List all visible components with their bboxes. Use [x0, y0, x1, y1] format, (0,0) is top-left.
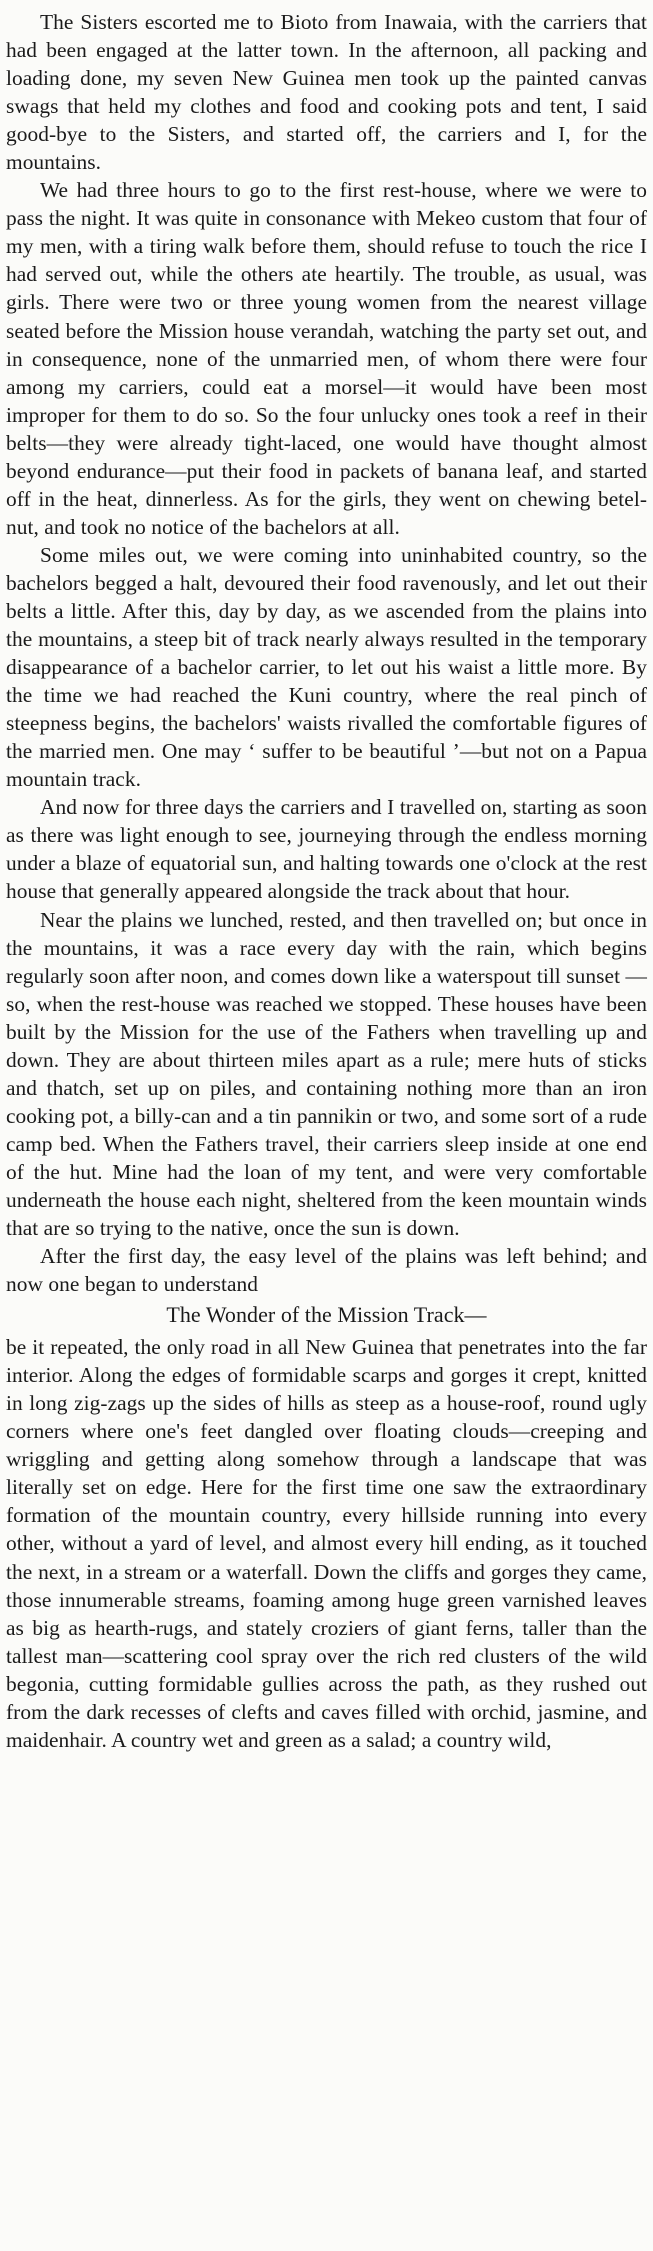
continuation-paragraph: be it repeated, the only road in all New Guinea that penetrates into the far interior. Along the edges of formidable scarps and gorges it crept, knitted in long zig-zags up the sides of hills as steep as a house-roof, round ugly corners where one's feet dangled over floating clouds—creeping and wriggling and getting along somehow through a landscape that was literally set on edge. Here for the first time one saw the extraordinary formation of the mountain country, every hillside running into every other, without a yard of level, and almost every hill ending, as it touched the next, in a stream or a waterfall. Down the cliffs and gorges they came, those innumerable streams, foaming among huge green varnished leaves as big as hearth-rugs, and stately croziers of giant ferns, taller than the tallest man—scattering cool spray over the rich red clusters of the wild begonia, cutting formidable gullies across the path, as they rushed out from the dark recesses of clefts and caves filled with orchid, jasmine, and maidenhair. A country wet and green as a salad; a country wild,: [6, 1335, 647, 1752]
section-heading: The Wonder of the Mission Track—: [166, 1302, 487, 1328]
paragraph-4: And now for three days the carriers and I travelled on, starting as soon as there was light enough to see, journeying through the endless morning under a blaze of equatorial sun, and halting towards one o'clock at the rest house that generally appeared alongside the track about that hour.: [6, 795, 647, 904]
paragraph-1: The Sisters escorted me to Bioto from Inawaia, with the carriers that had been engaged at the latter town. In the afternoon, all packing and loading done, my seven New Guinea men took up the painted canvas swags that held my clothes and food and cooking pots and tent, I said good-bye to the Sisters, and started off, the carriers and I, for the mountains.: [6, 10, 647, 175]
paragraph-6: After the first day, the easy level of the plains was left behind; and now one began to understand: [6, 1244, 647, 1297]
paragraph-3: Some miles out, we were coming into uninhabited country, so the bachelors begged a halt, devoured their food ravenously, and let out their belts a little. After this, day by day, as we ascended from the plains into the mountains, a steep bit of track nearly always resulted in the temporary disappearance of a bachelor carrier, to let out his waist a little more. By the time we had reached the Kuni country, where the real pinch of steepness begins, the bachelors' waists rivalled the comfortable figures of the married men. One may ‘ suffer to be beautiful ’—but not on a Papua mountain track.: [6, 542, 647, 792]
paragraph-2: We had three hours to go to the first rest-house, where we were to pass the night. It was quite in consonance with Mekeo custom that four of my men, with a tiring walk before them, should refuse to touch the rice I had served out, while the others ate heartily. The trouble, as usual, was girls. There were two or three young women from the nearest village seated before the Mission house verandah, watching the party set out, and in consequence, none of the unmarried men, of whom there were four among my carriers, could eat a morsel—it would have been most improper for them to do so. So the four unlucky ones took a reef in their belts—they were already tight-laced, one would have thought almost beyond endurance—put their food in packets of banana leaf, and started off in the heat, dinnerless. As for the girls, they went on chewing betel-nut, and took no notice of the bachelors at all.: [6, 178, 647, 539]
paragraph-5: Near the plains we lunched, rested, and then travelled on; but once in the mountains, it was a race every day with the rain, which begins regularly soon after noon, and comes down like a waterspout till sunset —so, when the rest-house was reached we stopped. These houses have been built by the Mission for the use of the Fathers when travelling up and down. They are about thirteen miles apart as a rule; mere huts of sticks and thatch, set up on piles, and containing nothing more than an iron cooking pot, a billy-can and a tin pannikin or two, and some sort of a rude camp bed. When the Fathers travel, their carriers sleep inside at one end of the hut. Mine had the loan of my tent, and were very comfortable underneath the house each night, sheltered from the keen mountain winds that are so trying to the native, once the sun is down.: [6, 907, 647, 1241]
